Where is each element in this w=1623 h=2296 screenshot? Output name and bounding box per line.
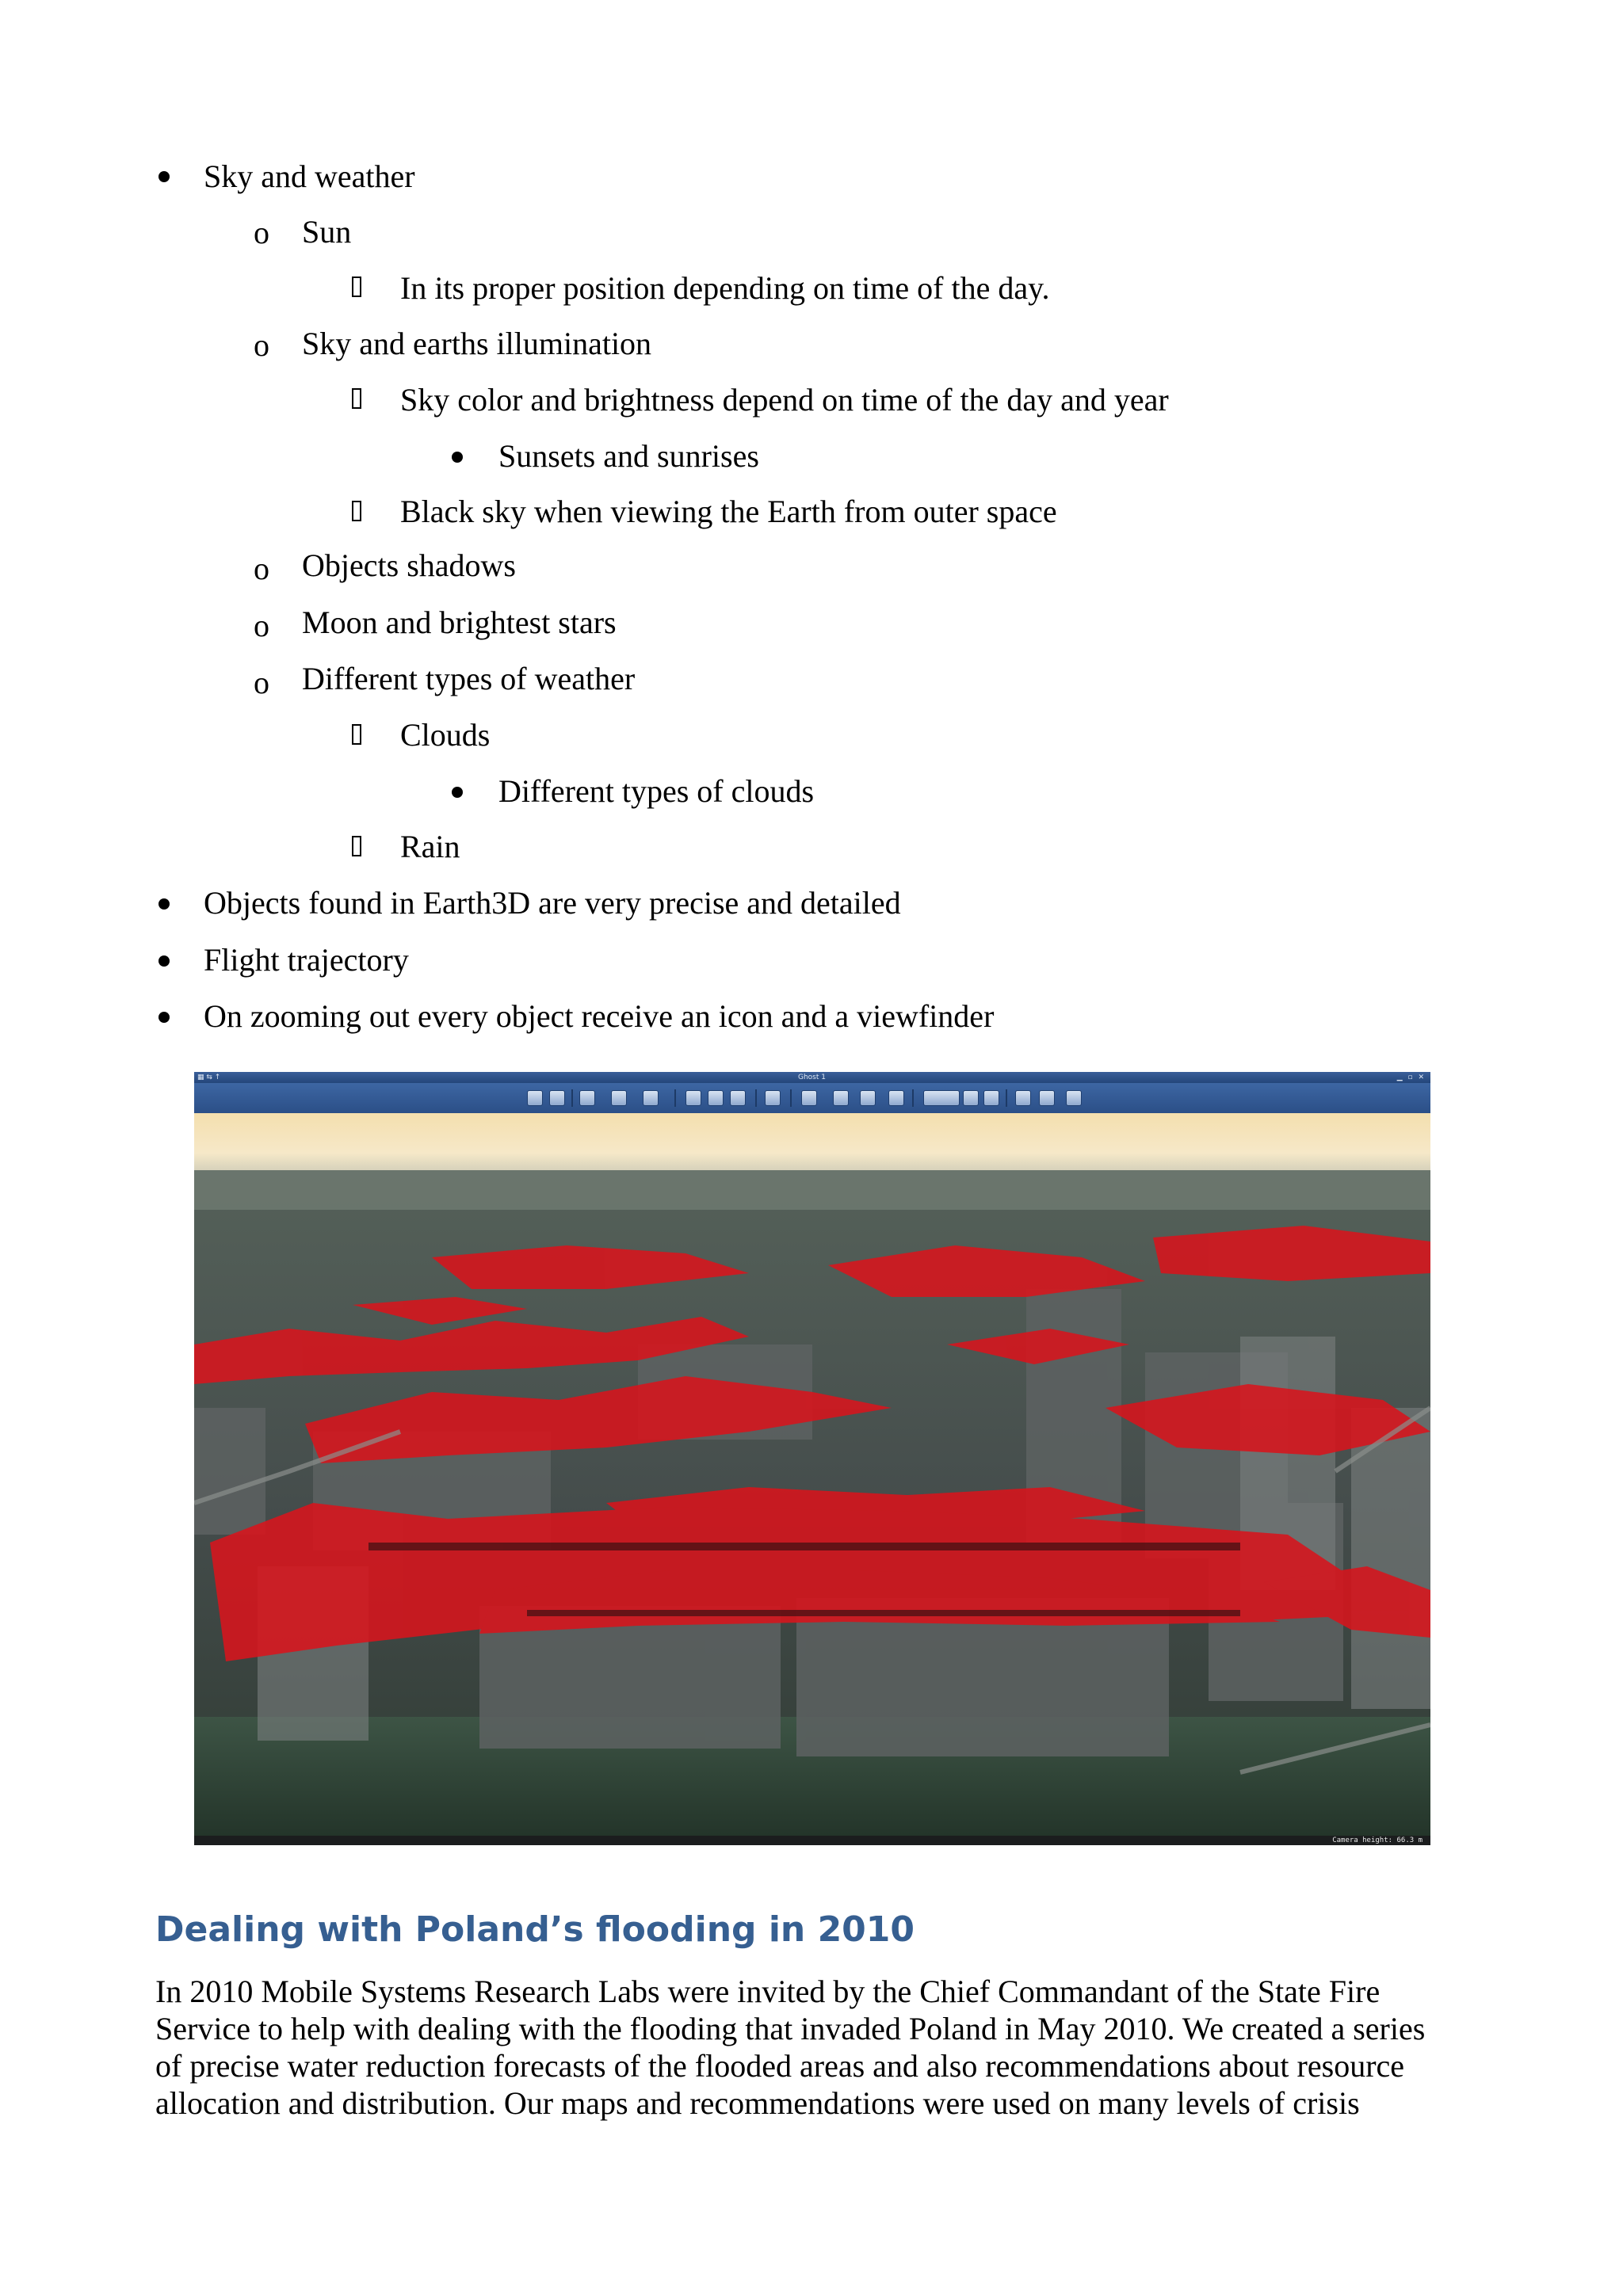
clock-tool-icon — [643, 1090, 659, 1106]
square-marker — [352, 388, 361, 409]
circle-marker: o — [254, 551, 269, 586]
paragraph-line: of precise water reduction forecasts of the flooded areas and also recommendations about resource — [155, 2048, 1405, 2084]
image-tool-icon — [611, 1090, 627, 1106]
list-item-text: Objects found in Earth3D are very precise and detailed — [204, 885, 901, 921]
app-title-bar — [194, 1072, 1430, 1083]
graph-tool-icon — [801, 1090, 817, 1106]
bullet-marker — [158, 171, 170, 182]
list-item-text: Different types of clouds — [498, 773, 815, 809]
circle-marker: o — [254, 608, 269, 643]
camera-height-readout: Camera height: 66.3 m — [1332, 1836, 1423, 1844]
earth3d-screenshot — [194, 1072, 1430, 1845]
hand-tool-icon — [833, 1090, 849, 1106]
burst-tool-icon — [1039, 1090, 1055, 1106]
edit-tool-icon — [963, 1090, 979, 1106]
toolbar-separator — [1006, 1089, 1007, 1107]
layers-tool-icon — [549, 1090, 565, 1106]
list-item-text: On zooming out every object receive an icon and a viewfinder — [204, 998, 995, 1034]
window-title: Ghost 1 — [798, 1074, 826, 1081]
square-marker — [352, 836, 361, 856]
city-3d-view — [194, 1170, 1430, 1836]
list-item-text: Sky and weather — [204, 158, 415, 194]
list-item-text: Sky color and brightness depend on time of the day and year — [400, 382, 1169, 418]
panel-tool-icon — [923, 1090, 960, 1106]
square-marker — [352, 724, 361, 745]
toolbar-separator — [790, 1089, 792, 1107]
square-marker — [352, 277, 361, 297]
list-item-text: In its proper position depending on time of the day. — [400, 270, 1050, 306]
toolbar-separator — [912, 1089, 914, 1107]
paragraph-line: allocation and distribution. Our maps and recommendations were used on many levels of crisis — [155, 2085, 1360, 2121]
window-controls-icon: ▁ ▫ ✕ — [1396, 1074, 1426, 1081]
section-paragraph — [155, 1973, 1487, 2122]
circle-marker: o — [254, 327, 269, 363]
circle-marker: o — [254, 665, 269, 700]
path-tool-icon — [860, 1090, 876, 1106]
stack-tool-icon — [765, 1090, 781, 1106]
window-tool-icon — [983, 1090, 999, 1106]
bullet-marker — [158, 1012, 170, 1023]
grid-tool-icon — [685, 1090, 701, 1106]
bullet-marker — [452, 787, 463, 798]
bullet-marker — [158, 898, 170, 910]
list-item-text: Sunsets and sunrises — [498, 438, 759, 474]
chart-tool-icon — [1015, 1090, 1031, 1106]
circle-marker: o — [254, 215, 269, 250]
paragraph-line: In 2010 Mobile Systems Research Labs were invited by the Chief Commandant of the State Fire — [155, 1974, 1381, 2009]
app-menu-icon: ▦ ⇆ ↑ — [197, 1074, 221, 1081]
list-item-text: Clouds — [400, 717, 491, 753]
compass-tool-icon — [730, 1090, 746, 1106]
list-item-text: Moon and brightest stars — [302, 605, 617, 640]
list-item-text: Rain — [400, 829, 460, 864]
pencil-tool-icon — [527, 1090, 543, 1106]
measure-tool-icon — [579, 1090, 595, 1106]
list-item-text: Flight trajectory — [204, 942, 409, 978]
bullet-marker — [158, 955, 170, 967]
toolbar-separator — [571, 1089, 573, 1107]
bullet-marker — [452, 452, 463, 463]
app-toolbar — [194, 1083, 1430, 1113]
toolbar-separator — [674, 1089, 676, 1107]
list-item-text: Sky and earths illumination — [302, 326, 652, 361]
list-item-text: Different types of weather — [302, 661, 636, 696]
app-status-bar — [194, 1836, 1430, 1845]
list-item-text: Sun — [302, 214, 352, 250]
paragraph-line: Service to help with dealing with the flooding that invaded Poland in May 2010. We created a series — [155, 2011, 1426, 2046]
select-tool-icon — [708, 1090, 724, 1106]
section-heading: Dealing with Poland’s flooding in 2010 — [155, 1909, 915, 1950]
horizon-sky — [194, 1113, 1430, 1170]
list-item-text: Black sky when viewing the Earth from outer space — [400, 494, 1057, 529]
list-item-text: Objects shadows — [302, 547, 516, 583]
export-tool-icon — [1066, 1090, 1082, 1106]
flight-tool-icon — [888, 1090, 904, 1106]
square-marker — [352, 501, 361, 521]
toolbar-separator — [755, 1089, 757, 1107]
